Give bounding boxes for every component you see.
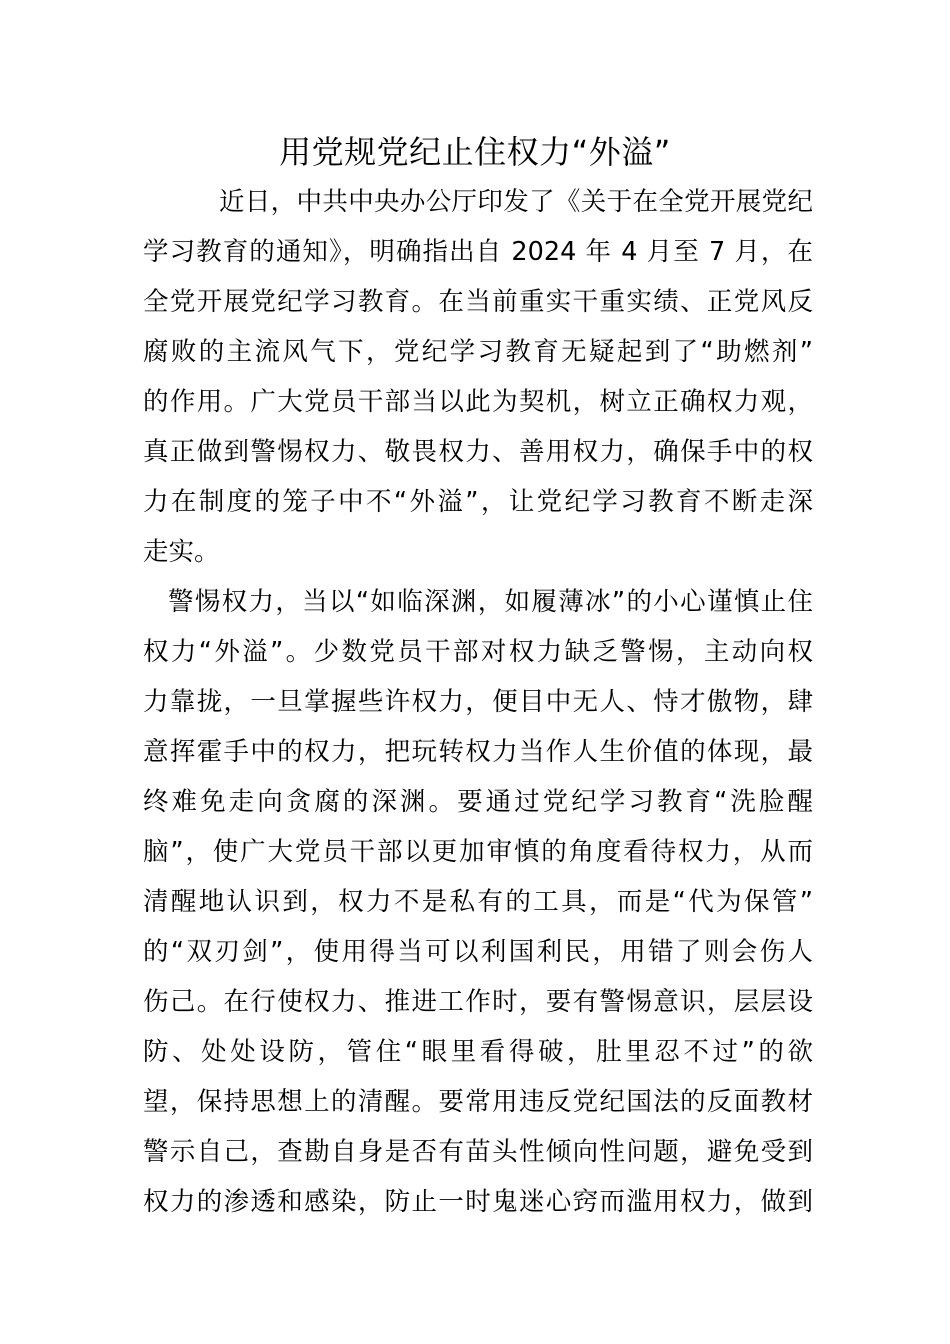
paragraph-line: 终难免走向贪腐的深渊。要通过党纪学习教育“洗脸醒: [143, 787, 813, 817]
paragraph-line: 望，保持思想上的清醒。要常用违反党纪国法的反面教材: [143, 1087, 813, 1117]
paragraph-line: 清醒地认识到，权力不是私有的工具，而是“代为保管”: [143, 887, 813, 917]
paragraph-line: 警示自己，查勘自身是否有苗头性倾向性问题，避免受到: [143, 1137, 813, 1167]
paragraph-line: 的“双刃剑”，使用得当可以利国利民，用错了则会伤人: [143, 937, 813, 967]
paragraph-line: 伤己。在行使权力、推进工作时，要有警惕意识，层层设: [143, 987, 813, 1017]
paragraph-line: 学习教育的通知》，明确指出自 2024 年 4 月至 7 月，在: [143, 237, 813, 267]
paragraph-line: 脑”，使广大党员干部以更加审慎的角度看待权力，从而: [143, 837, 813, 867]
paragraph-line: 力靠拢，一旦掌握些许权力，便目中无人、恃才傲物，肆: [143, 687, 813, 717]
paragraph-line: 权力“外溢”。少数党员干部对权力缺乏警惕，主动向权: [143, 637, 813, 667]
paragraph-line: 走实。: [143, 537, 220, 567]
paragraph-line: 力在制度的笼子中不“外溢”，让党纪学习教育不断走深: [143, 487, 813, 517]
document-body: [143, 177, 813, 1227]
paragraph-line: 防、处处设防，管住“眼里看得破，肚里忍不过”的欲: [143, 1037, 813, 1067]
paragraph-line: 全党开展党纪学习教育。在当前重实干重实绩、正党风反: [143, 287, 813, 317]
paragraph-line: 真正做到警惕权力、敬畏权力、善用权力，确保手中的权: [143, 437, 813, 467]
paragraph-line: 权力的渗透和感染，防止一时鬼迷心窍而滥用权力，做到: [143, 1187, 813, 1217]
paragraph-line: 近日，中共中央办公厅印发了《关于在全党开展党纪: [219, 187, 813, 217]
paragraph-line: 的作用。广大党员干部当以此为契机，树立正确权力观，: [143, 387, 813, 417]
paragraph-line: 警惕权力，当以“如临深渊，如履薄冰”的小心谨慎止住: [168, 587, 813, 617]
paragraph-line: 意挥霍手中的权力，把玩转权力当作人生价值的体现，最: [143, 737, 813, 767]
paragraph-line: 腐败的主流风气下，党纪学习教育无疑起到了“助燃剂”: [143, 337, 813, 367]
document-title: 用党规党纪止住权力“外溢”: [279, 133, 671, 171]
